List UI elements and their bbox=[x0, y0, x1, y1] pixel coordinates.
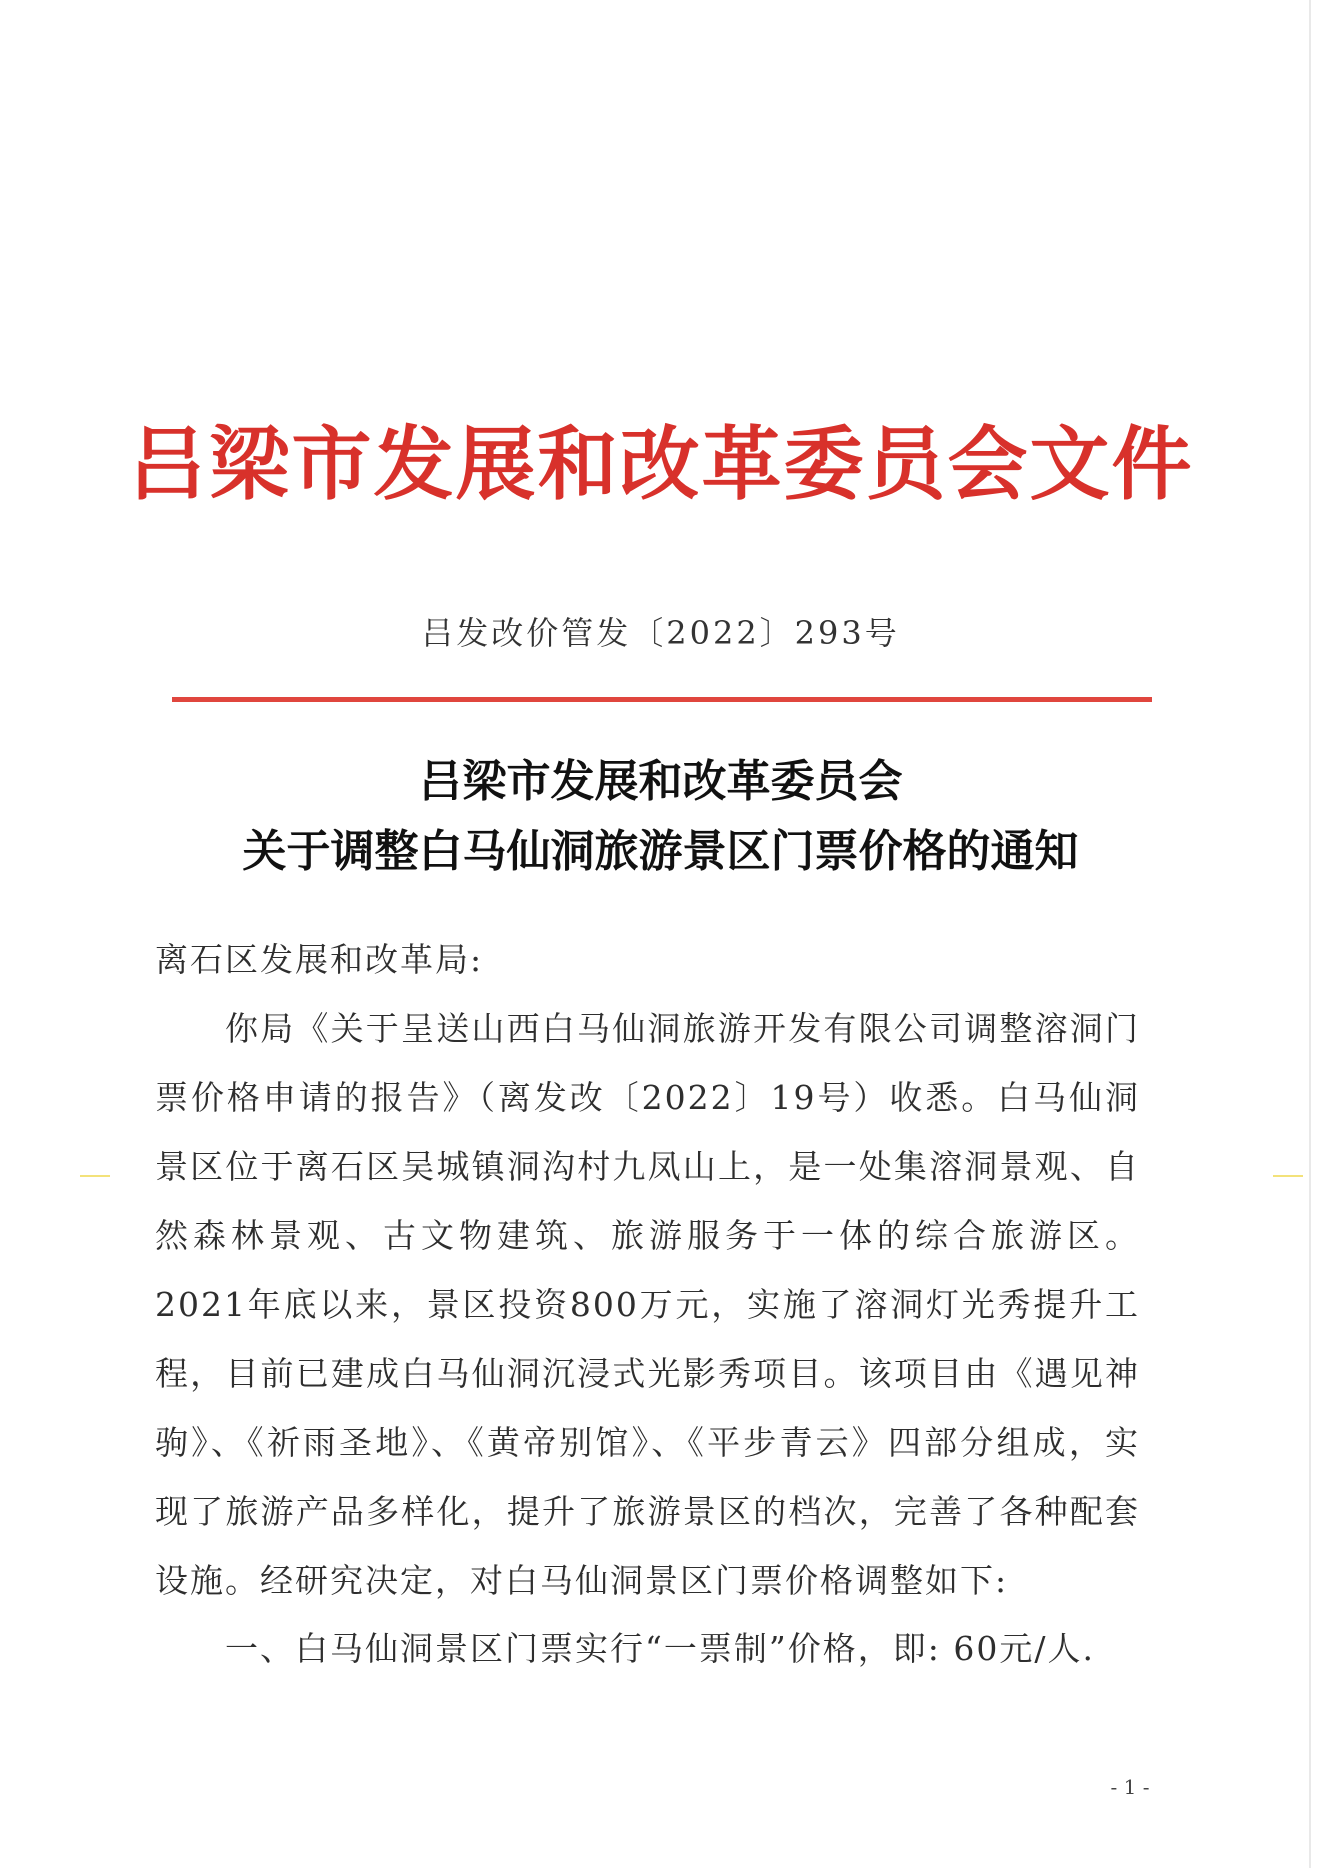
red-divider-line bbox=[172, 697, 1152, 702]
ticket-price-item: 一、白马仙洞景区门票实行“一票制”价格，即: 60元/人. bbox=[225, 1629, 1095, 1668]
fold-mark-left bbox=[80, 1175, 110, 1177]
page-number: - 1 - bbox=[1110, 1775, 1150, 1799]
document-number: 吕发改价管发〔2022〕293号 bbox=[421, 614, 900, 652]
title-line-2: 关于调整白马仙洞旅游景区门票价格的通知 bbox=[242, 826, 1079, 877]
salutation: 离石区发展和改革局: bbox=[155, 940, 484, 979]
title-line-1: 吕梁市发展和改革委员会 bbox=[418, 756, 903, 807]
issuer-banner: 吕梁市发展和改革委员会文件 bbox=[127, 417, 1194, 511]
fold-mark-right bbox=[1273, 1175, 1303, 1177]
body-paragraph: 你局《关于呈送山西白马仙洞旅游开发有限公司调整溶洞门票价格申请的报告》（离发改〔2022〕19号）收悉。白马仙洞景区位于离石区吴城镇洞沟村九凤山上，是一处集溶洞景观、自然森林景观、古文物建筑、旅游服务于一体的综合旅游区。2021年底以来，景区投资800万元，实施了溶洞灯光秀提升工程，目前已建成白马仙洞沉浸式光影秀项目。该项目由《遇见神驹》、《祈雨圣地》、《黄帝别馆》、《平步青云》四部分组成，实现了旅游产品多样化，提升了旅游景区的档次，完善了各种配套设施。经研究决定，对白马仙洞景区门票价格调整如下: bbox=[155, 1009, 1140, 1600]
scan-edge bbox=[1309, 0, 1311, 1868]
